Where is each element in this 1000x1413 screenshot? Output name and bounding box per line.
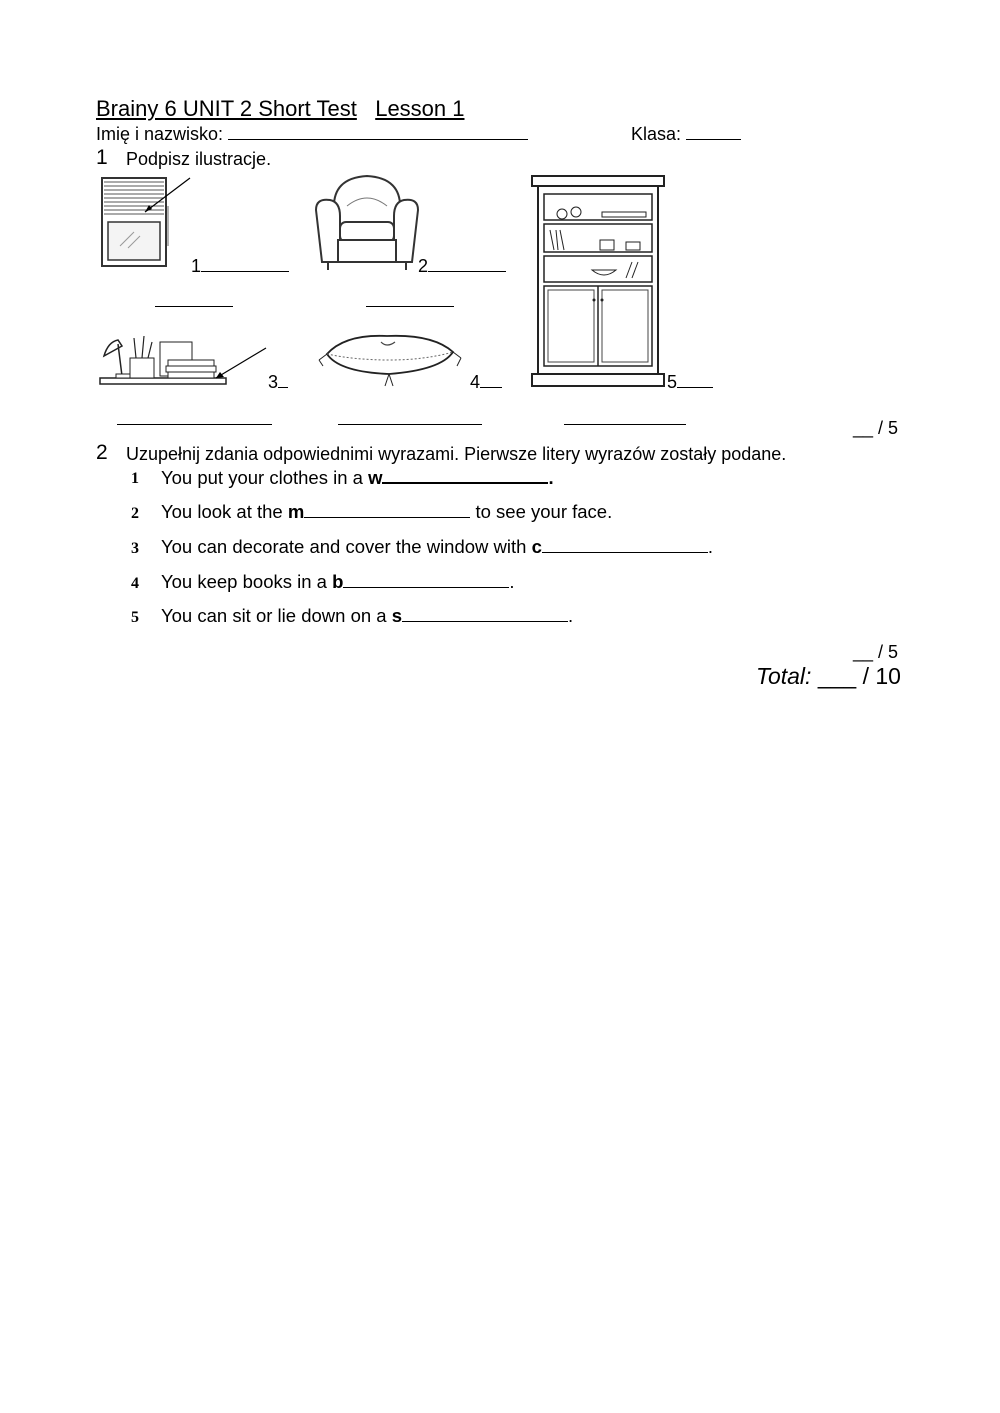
class-field[interactable]	[686, 139, 741, 140]
shelf-image	[98, 330, 270, 390]
bookcase-image	[530, 174, 666, 390]
title-part2: Lesson 1	[375, 96, 465, 121]
sentence-4: You keep books in a b .	[161, 571, 515, 592]
title-part1: Brainy 6 UNIT 2 Short Test	[96, 96, 357, 121]
cushion-image	[315, 326, 465, 394]
answer-blank-5[interactable]	[402, 607, 568, 622]
sentence-number: 3	[131, 540, 139, 557]
class-label: Klasa:	[631, 124, 682, 144]
armchair-image	[312, 170, 422, 274]
answer-blank-1[interactable]	[382, 468, 548, 484]
name-field[interactable]	[228, 139, 528, 140]
sentence-number: 5	[131, 609, 139, 626]
exercise2-instruction: Uzupełnij zdania odpowiednimi wyrazami. Pierwsze litery wyrazów zostały podane.	[126, 444, 787, 464]
ex1-label-5: 5	[667, 372, 713, 393]
sentence-3: You can decorate and cover the window with c .	[161, 536, 714, 557]
sentence-1: You put your clothes in a w .	[161, 467, 554, 488]
sentence-number: 1	[131, 470, 139, 487]
answer-blank-2[interactable]	[304, 503, 470, 518]
ex1-field-5b[interactable]	[564, 424, 686, 425]
ex1-label-3: 3	[268, 372, 288, 393]
sentence-number: 2	[131, 505, 139, 522]
ex1-label-4: 4	[470, 372, 502, 393]
ex1-field-3b[interactable]	[117, 424, 272, 425]
ex1-field-2b[interactable]	[366, 306, 454, 307]
window-blind-image	[100, 176, 195, 271]
exercise2-number: 2	[96, 441, 108, 464]
total-value: ___ / 10	[817, 663, 901, 689]
exercise1-score: __ / 5	[853, 418, 899, 438]
answer-blank-4[interactable]	[343, 573, 509, 588]
exercise1-instruction: Podpisz ilustracje.	[126, 149, 272, 169]
ex1-field-5a[interactable]	[677, 387, 713, 388]
exercise1-number: 1	[96, 146, 108, 169]
exercise2-score: __ / 5	[853, 642, 899, 662]
sentence-5: You can sit or lie down on a s .	[161, 605, 574, 626]
ex1-field-3a[interactable]	[278, 387, 288, 388]
ex1-field-1a[interactable]	[201, 271, 289, 272]
ex1-label-1: 1	[191, 256, 289, 277]
total-label: Total:	[756, 663, 812, 689]
sentence-2: You look at the m to see your face.	[161, 501, 613, 522]
ex1-field-4a[interactable]	[480, 387, 502, 388]
class-row	[631, 124, 741, 145]
total-score	[756, 663, 901, 690]
sentence-number: 4	[131, 575, 139, 592]
answer-blank-3[interactable]	[542, 538, 708, 553]
ex1-field-4b[interactable]	[338, 424, 482, 425]
name-label: Imię i nazwisko:	[96, 124, 224, 144]
name-row	[96, 124, 528, 145]
ex1-label-2: 2	[418, 256, 506, 277]
ex1-field-1b[interactable]	[155, 306, 233, 307]
ex1-field-2a[interactable]	[428, 271, 506, 272]
page-title	[96, 96, 465, 122]
